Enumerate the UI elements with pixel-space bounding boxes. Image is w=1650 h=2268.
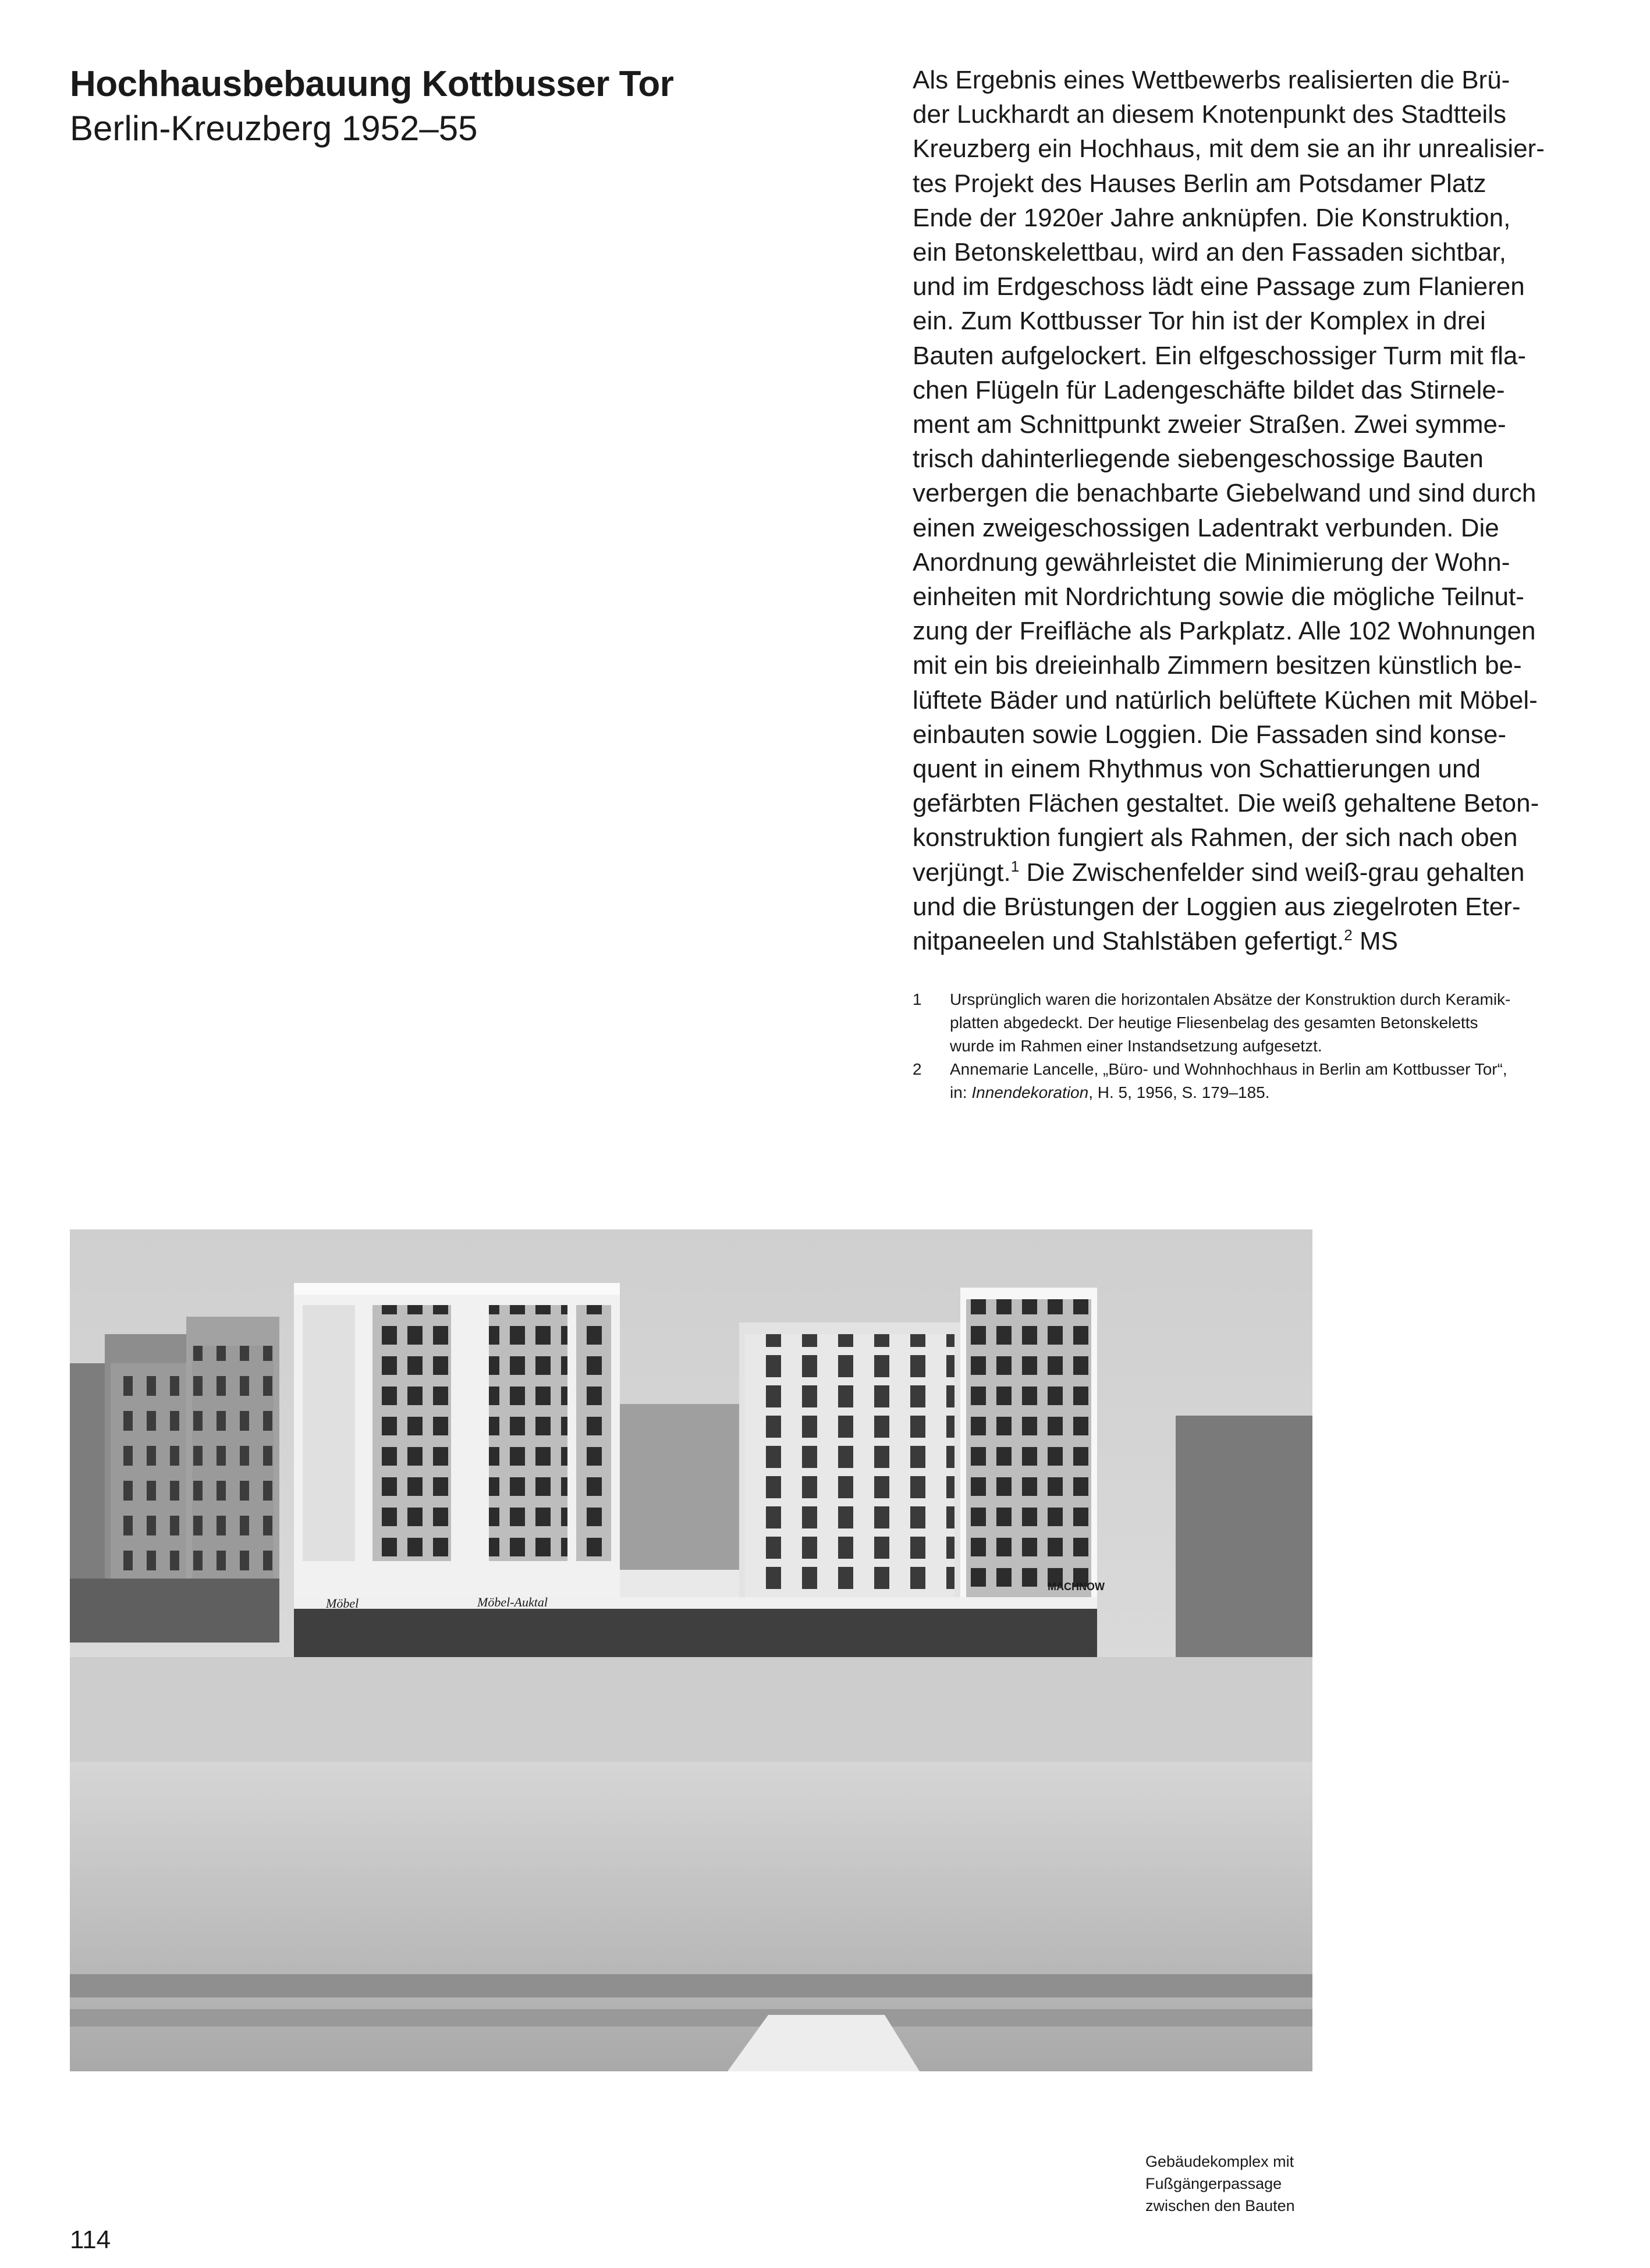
page-title: Hochhausbebauung Kottbusser Tor (70, 64, 674, 104)
shop-sign: MACHNOW (1048, 1581, 1105, 1592)
body-line: Bauten aufgelockert. Ein elfgeschossiger Turm mit fla- (913, 341, 1527, 370)
body-line: zung der Freifläche als Parkplatz. Alle 102 Wohnungen (913, 617, 1536, 646)
author-initials: MS (1359, 927, 1398, 956)
footnote-ref[interactable]: 2 (1344, 926, 1353, 944)
body-line: chen Flügeln für Ladengeschäfte bildet das Stirnele- (913, 375, 1505, 404)
caption-line: Gebäudekomplex mit (1145, 2153, 1294, 2170)
body-line: verbergen die benachbarte Giebelwand und sind durch (913, 479, 1537, 508)
page-subtitle: Berlin-Kreuzberg 1952–55 (70, 109, 478, 148)
body-line: der Luckhardt an diesem Knotenpunkt des Stadtteils (913, 100, 1506, 129)
caption-line: Fußgängerpassage (1145, 2175, 1282, 2192)
body-line (913, 855, 1564, 890)
mid-rise-building (294, 1283, 620, 1644)
body-line: Kreuzberg ein Hochhaus, mit dem sie an ihr unrealisier- (913, 134, 1545, 163)
body-line: einheiten mit Nordrichtung sowie die mögliche Teilnut- (913, 582, 1524, 612)
footnote-fragment: in: (950, 1083, 972, 1101)
photo-caption (1145, 2150, 1295, 2217)
background-building (1176, 1416, 1312, 1660)
body-line: einbauten sowie Loggien. Die Fassaden sind konse- (913, 720, 1506, 749)
body-line: ment am Schnittpunkt zweier Straßen. Zwei symme- (913, 410, 1506, 439)
tram-tracks (70, 1974, 1312, 1997)
shop-sign: Möbel (326, 1596, 359, 1611)
body-line: Ende der 1920er Jahre anknüpfen. Die Konstruktion, (913, 203, 1511, 232)
body-line: ein. Zum Kottbusser Tor hin ist der Komplex in drei (913, 307, 1486, 336)
footnote-number: 2 (913, 1060, 922, 1078)
body-line: lüftete Bäder und natürlich belüftete Küchen mit Möbel- (913, 685, 1538, 714)
body-line: und im Erdgeschoss lädt eine Passage zum Flanieren (913, 272, 1525, 301)
footnote-line: Annemarie Lancelle, „Büro- und Wohnhochhaus in Berlin am Kottbusser Tor“, (950, 1060, 1507, 1078)
body-fragment: verjüngt. (913, 858, 1011, 887)
body-line: tes Projekt des Hauses Berlin am Potsdamer Platz (913, 169, 1486, 198)
shop-front-band (294, 1597, 1097, 1609)
body-line: ein Betonskelettbau, wird an den Fassaden sichtbar, (913, 238, 1506, 267)
body-line: mit ein bis dreieinhalb Zimmern besitzen künstlich be- (913, 651, 1522, 680)
footnote-line: Ursprünglich waren die horizontalen Absätze der Konstruktion durch Keramik- (950, 990, 1511, 1008)
shop-front (294, 1602, 1097, 1657)
body-text (913, 63, 1564, 958)
tram-tracks (70, 2009, 1312, 2027)
body-line: konstruktion fungiert als Rahmen, der sich nach oben (913, 823, 1518, 852)
old-buildings (70, 1317, 279, 1643)
footnote (913, 988, 1582, 1058)
body-line (913, 924, 1564, 958)
body-line: Als Ergebnis eines Wettbewerbs realisierten die Brü- (913, 66, 1510, 94)
footnote-line (950, 1081, 1582, 1104)
caption-line: zwischen den Bauten (1145, 2197, 1295, 2214)
body-fragment: Die Zwischenfelder sind weiß-grau gehalten (1026, 858, 1525, 887)
body-line: und die Brüstungen der Loggien aus ziegelroten Eter- (913, 892, 1521, 921)
publication-title: Innendekoration (971, 1083, 1089, 1101)
footnote-number: 1 (913, 990, 922, 1008)
shop-sign: Möbel-Auktal (477, 1595, 548, 1609)
body-line: quent in einem Rhythmus von Schattierungen und (913, 755, 1481, 784)
body-line: gefärbten Flächen gestaltet. Die weiß gehaltene Beton- (913, 789, 1539, 818)
body-line: einen zweigeschossigen Ladentrakt verbunden. Die (913, 513, 1499, 542)
footnotes (913, 988, 1582, 1104)
footnote (913, 1058, 1582, 1104)
footnote-line: platten abgedeckt. Der heutige Fliesenbelag des gesamten Betonskeletts (950, 1014, 1478, 1032)
plaza (70, 1657, 1312, 1762)
building-photo (70, 1229, 1312, 2071)
body-fragment: nitpaneelen und Stahlstäben gefertigt. (913, 927, 1344, 956)
footnote-fragment: , H. 5, 1956, S. 179–185. (1088, 1083, 1270, 1101)
footnote-ref[interactable]: 1 (1010, 857, 1020, 875)
body-line: Anordnung gewährleistet die Minimierung der Wohn- (913, 548, 1510, 577)
page-number: 114 (70, 2226, 111, 2254)
footnote-line: wurde im Rahmen einer Instandsetzung aufgesetzt. (950, 1037, 1322, 1055)
body-line: trisch dahinterliegende siebengeschossige Bauten (913, 445, 1484, 474)
